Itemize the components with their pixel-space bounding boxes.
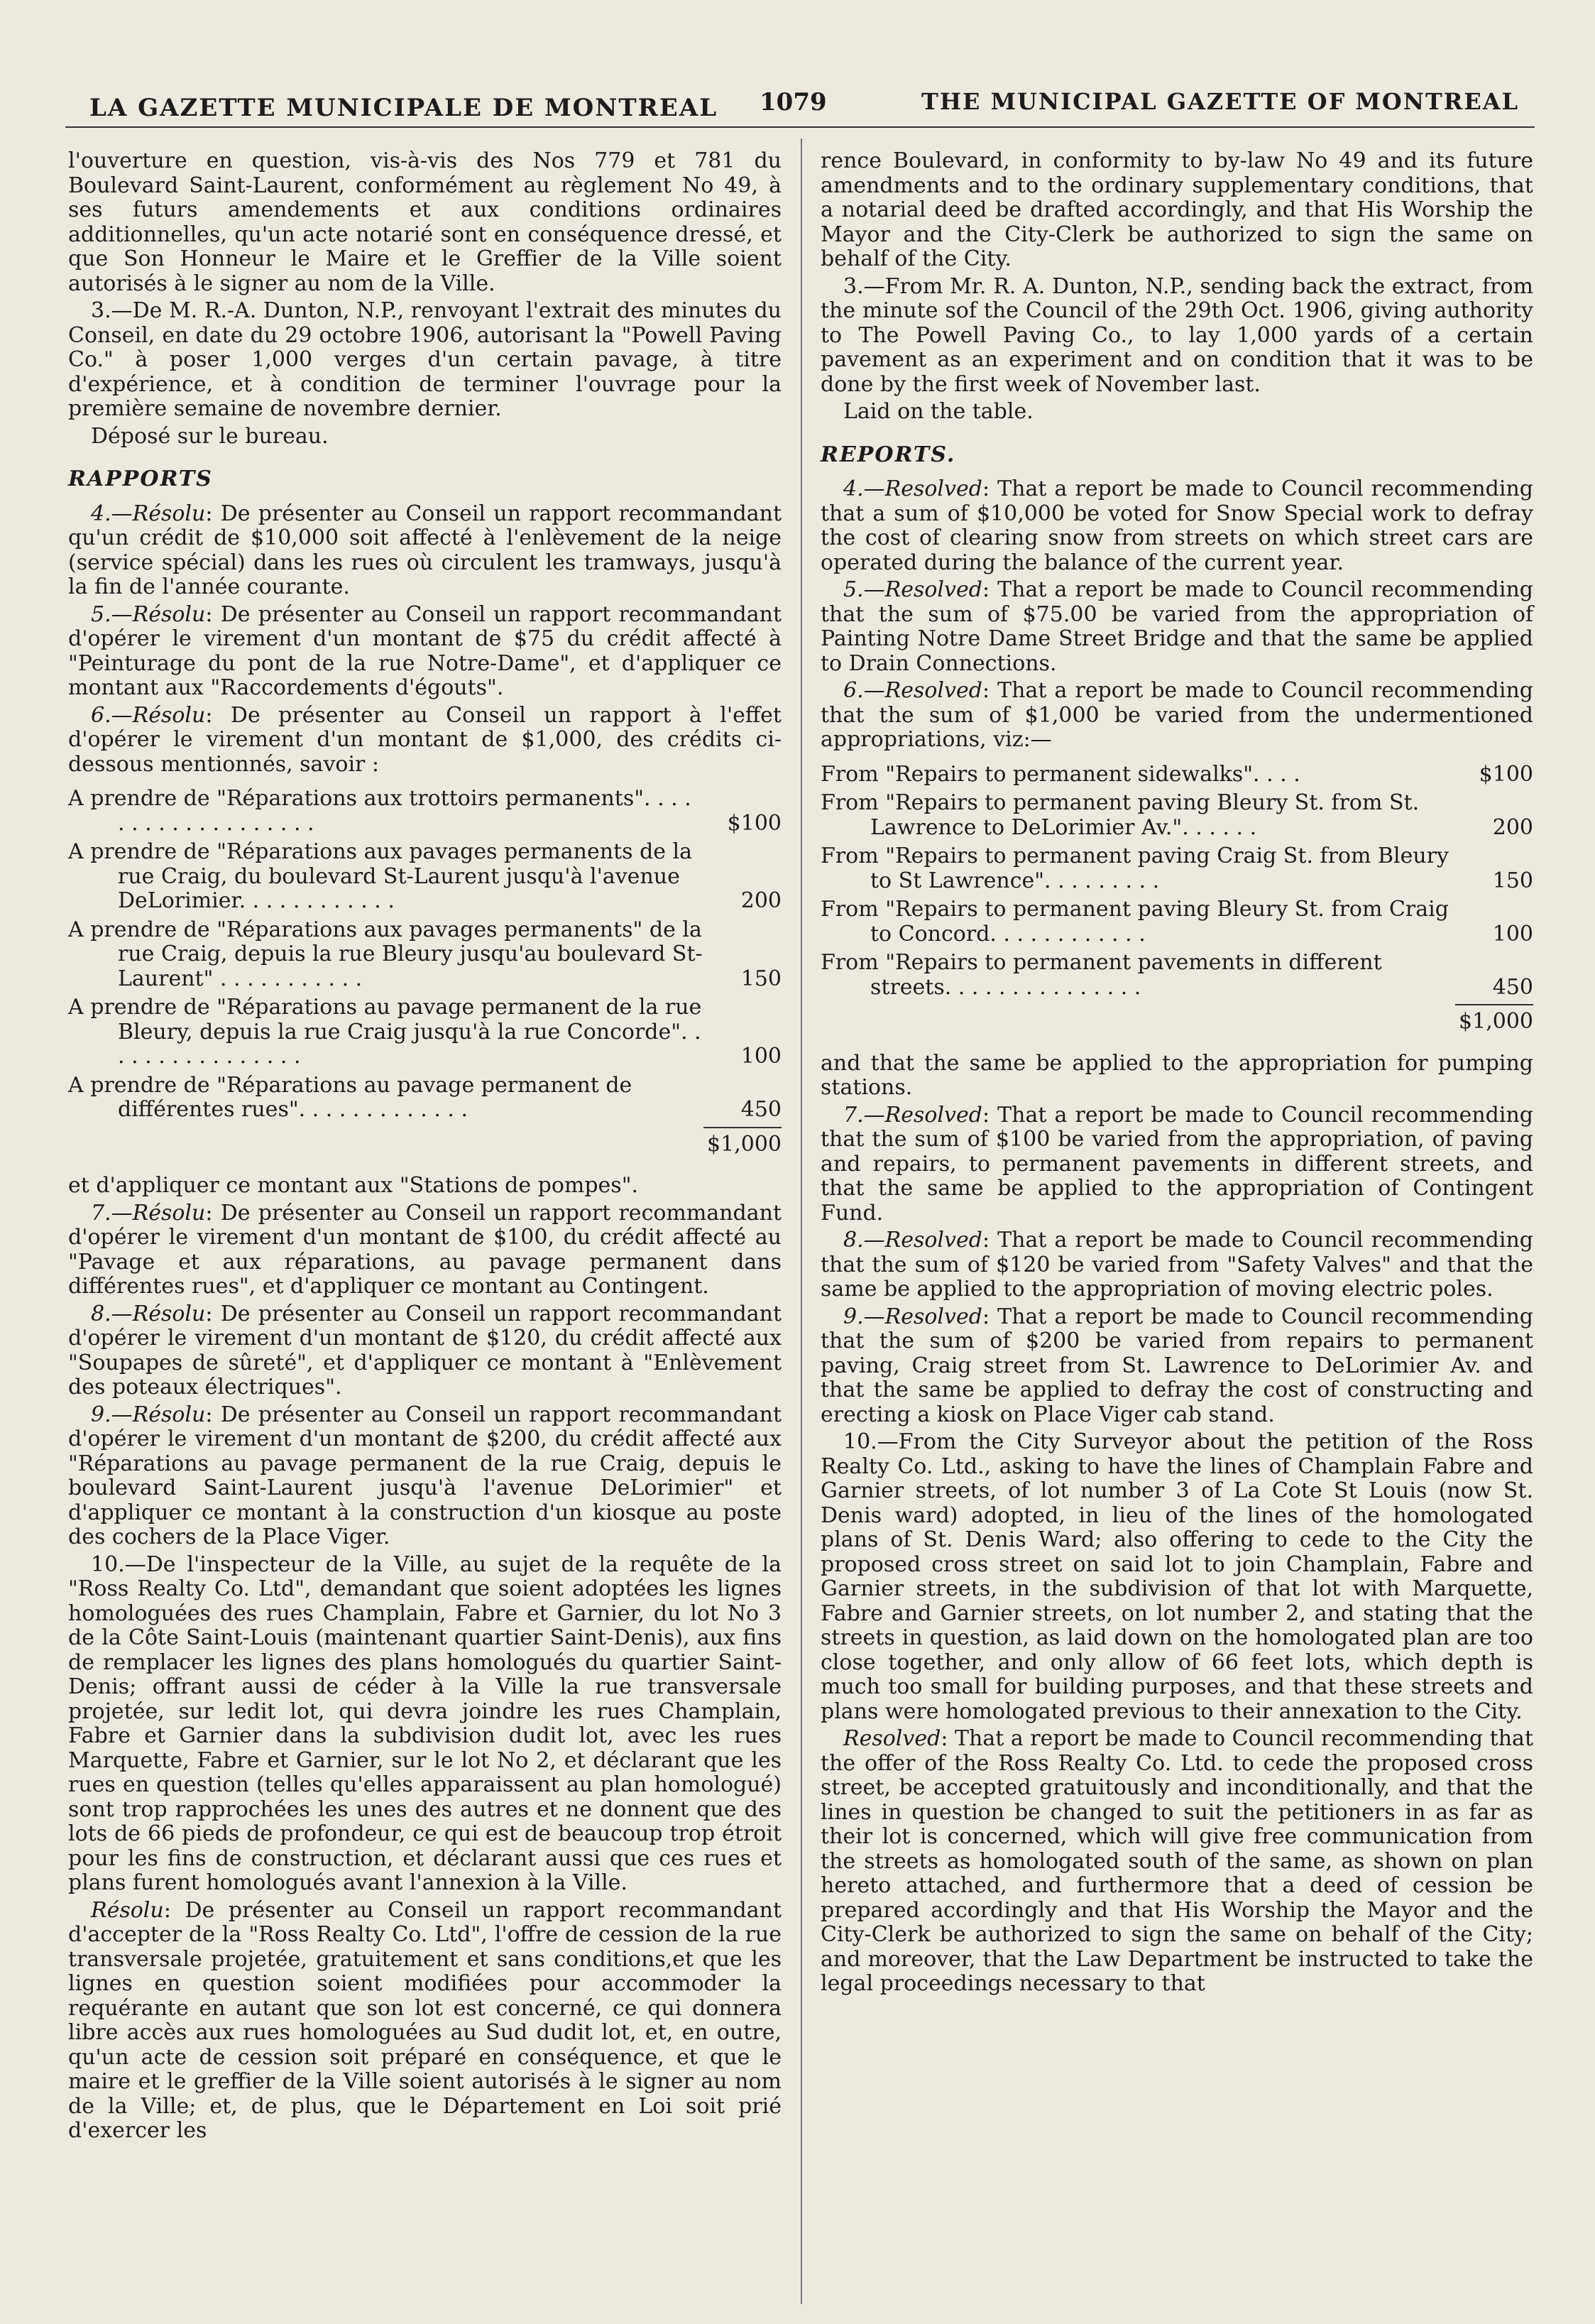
table-desc: A prendre de "Réparations aux pavages permanents de la rue Craig, du boulevard St-Laurent jusqu'à l'avenue DeLorimier. . . . . . . . . . . .: [68, 839, 693, 913]
resolution-label: 5.—Resolved: [843, 577, 982, 602]
resolution-4: [68, 502, 782, 600]
resolution-final: [821, 1727, 1533, 1997]
resolution-label: 4.—Résolu: [91, 501, 206, 526]
resolution-text: : That a report be made to Council recommending that the sum of $100 be varied from the appropriation, of paving and repairs, to permanent pavements in different streets, and that the same be applied to the appropriation of Contingent Fund.: [821, 1102, 1533, 1226]
table-row: [821, 951, 1533, 1000]
resolution-text: : That a report be made to Council recommending that a sum of $10,000 be voted for Snow Special work to defray the cost of clearing snow from streets on which street cars are operated during the balance of the current year.: [821, 476, 1533, 575]
resolution-label: 9.—Résolu: [91, 1402, 206, 1427]
paragraph: l'ouverture en question, vis-à-vis des Nos 779 et 781 du Boulevard Saint-Laurent, conformément au règlement No 49, à ses futurs amendements et aux conditions ordinaires additionnelles, qu'un acte notarié sont en conséquence dressé, et que Son Honneur le Maire et le Greffier de la Ville soient autorisés à le signer au nom de la Ville.: [68, 148, 782, 296]
appropriation-table: [68, 787, 782, 1123]
table-row: [68, 1074, 782, 1123]
english-column: [821, 149, 1533, 2000]
table-amount: $100: [1479, 761, 1533, 787]
resolution-text: : De présenter au Conseil un rapport recommandant d'opérer le virement d'un montant de $120, du crédit affecté aux "Soupapes de sûreté", et d'appliquer ce montant à "Enlèvement des poteaux électriques".: [68, 1301, 782, 1400]
table-desc: A prendre de "Réparations au pavage permanent de la rue Bleury, depuis la rue Craig jusqu'à la rue Concorde". . . . . . . . . . . . . . . .: [68, 995, 702, 1069]
table-amount: 150: [1492, 868, 1533, 893]
resolution-7: [821, 1103, 1533, 1226]
page-number: 1079: [760, 88, 827, 116]
table-amount: 150: [740, 966, 782, 991]
table-row: [821, 791, 1533, 840]
total-amount: $1,000: [703, 1127, 782, 1157]
table-desc: From "Repairs to permanent pavements in different streets. . . . . . . . . . . . . . .: [821, 950, 1382, 1000]
resolution-label: 7.—Résolu: [91, 1200, 206, 1226]
resolution-6: [821, 679, 1533, 753]
table-amount: 200: [740, 888, 782, 913]
header-rule: [65, 126, 1535, 128]
resolution-7: [68, 1201, 782, 1299]
resolution-text: : De présenter au Conseil un rapport recommandant d'accepter de la "Ross Realty Co. Ltd", l'offre de cession de la rue transversale projetée, gratuitement et sans conditions,et que les lignes en question soient modifiées pour accommoder la requérante en autant que son lot est concerné, ce qui donnera libre accès aux rues homologuées au Sud dudit lot, et, en outre, qu'un acte de cession soit préparé en conséquence, et que le maire et le greffier de la Ville soient autorisés à le signer au nom de la Ville; et, de plus, que le Département en Loi soit prié d'exercer les: [68, 1897, 782, 2143]
resolution-6: [68, 704, 782, 778]
resolution-label: 6.—Résolu: [91, 702, 206, 728]
table-amount: 200: [1492, 814, 1533, 840]
total-amount: $1,000: [1455, 1004, 1533, 1035]
appropriation-table: [821, 763, 1533, 1000]
table-amount: 450: [1492, 974, 1533, 1000]
table-row: [68, 918, 782, 992]
resolution-5: [821, 578, 1533, 676]
table-amount: 100: [1492, 921, 1533, 946]
resolution-label: 5.—Résolu: [91, 601, 206, 627]
resolution-4: [821, 477, 1533, 575]
paragraph: 10.—From the City Surveyor about the petition of the Ross Realty Co. Ltd., asking to have the lines of Champlain Fabre and Garnier streets, of lot number 3 of La Cote St Louis (now St. Denis ward) adopted, in lieu of the lines of the homologated plans of St. Denis Ward; also offering to cede to the City the proposed cross street on said lot to join Champlain, Fabre and Garnier streets, in the subdivision of that lot with Marquette, Fabre and Garnier streets, on lot number 2, and stating that the streets in question, as laid down on the homologated plan are too close together, and only allow of 66 feet lots, which depth is much too small for building purposes, and that these streets and plans were homologated previous to their annexation to the City.: [821, 1429, 1533, 1724]
table-row: [821, 763, 1533, 787]
resolution-label: 4.—Resolved: [843, 476, 982, 501]
resolution-8: [821, 1228, 1533, 1302]
resolution-text: : De présenter au Conseil un rapport à l'effet d'opérer le virement d'un montant de $1,000, des crédits ci-dessous mentionnés, savoir :: [68, 702, 782, 777]
paragraph: 3.—From Mr. R. A. Dunton, N.P., sending back the extract, from the minute sof the Council of the 29th Oct. 1906, giving authority to The Powell Paving Co., to lay 1,000 yards of a certain pavement as an experiment and on condition that it was to be done by the first week of November last.: [821, 273, 1533, 397]
resolution-text: : That a report be made to Council recommending that the sum of $200 be varied from repairs to permanent paving, Craig street from St. Lawrence to DeLorimier Av. and that the same be applied to defray the cost of constructing and erecting a kiosk on Place Viger cab stand.: [821, 1304, 1533, 1427]
paragraph: et d'appliquer ce montant aux "Stations de pompes".: [68, 1173, 639, 1198]
paragraph: Laid on the table.: [843, 399, 1034, 424]
resolution-8: [68, 1302, 782, 1400]
resolution-5: [68, 603, 782, 701]
resolution-text: : De présenter au Conseil un rapport recommandant qu'un crédit de $10,000 soit affecté à l'enlèvement de la neige (service spécial) dans les rues où circulent les tramways, jusqu'à la fin de l'année courante.: [68, 501, 782, 599]
table-amount: 450: [740, 1097, 782, 1122]
table-desc: From "Repairs to permanent paving Bleury St. from St. Lawrence to DeLorimier Av.". . . . . .: [821, 790, 1420, 840]
section-heading: RAPPORTS: [68, 467, 213, 491]
resolution-text: : That a report be made to Council recommending that the sum of $75.00 be varied from the appropriation of Painting Notre Dame Street Bridge and that the same be applied to Drain Connections.: [821, 577, 1533, 676]
section-heading: REPORTS.: [821, 442, 956, 467]
resolution-label: Resolved: [843, 1726, 941, 1751]
paragraph: 3.—De M. R.-A. Dunton, N.P., renvoyant l'extrait des minutes du Conseil, en date du 29 octobre 1906, autorisant la "Powell Paving Co." à poser 1,000 verges d'un certain pavage, à titre d'expérience, et à condition de terminer l'ouvrage pour la première semaine de novembre dernier.: [68, 298, 782, 421]
table-desc: A prendre de "Réparations aux trottoirs permanents". . . . . . . . . . . . . . . . . . .: [68, 786, 691, 836]
resolution-label: 6.—Resolved: [843, 678, 982, 703]
table-row: [68, 840, 782, 914]
table-desc: A prendre de "Réparations au pavage permanent de différentes rues". . . . . . . . . . . . .: [68, 1072, 632, 1122]
resolution-final: [68, 1899, 782, 2144]
resolution-label: 8.—Résolu: [91, 1301, 206, 1326]
table-desc: From "Repairs to permanent sidewalks". . . .: [821, 761, 1300, 787]
table-total: [821, 1004, 1533, 1035]
header-english-title: THE MUNICIPAL GAZETTE OF MONTREAL: [921, 88, 1520, 115]
resolution-text: : De présenter au Conseil un rapport recommandant d'opérer le virement d'un montant de $100, du crédit affecté au "Pavage et aux réparations, au pavage permanent dans différentes rues", et d'appliquer ce montant au Contingent.: [68, 1200, 782, 1299]
header-french-title: LA GAZETTE MUNICIPALE DE MONTREAL: [89, 94, 718, 122]
table-row: [821, 898, 1533, 946]
table-desc: A prendre de "Réparations aux pavages permanents" de la rue Craig, depuis la rue Bleury jusqu'au boulevard St-Laurent" . . . . . . . . . . .: [68, 917, 703, 991]
resolution-text: : De présenter au Conseil un rapport recommandant d'opérer le virement d'un montant de $200, du crédit affecté aux "Réparations au pavage permanent de la rue Craig, depuis le boulevard Saint-Laurent jusqu'à l'avenue DeLorimier" et d'appliquer ce montant à la construction d'un kiosque au poste des cochers de la Place Viger.: [68, 1402, 782, 1549]
table-total: [68, 1127, 782, 1157]
resolution-9: [68, 1403, 782, 1550]
paragraph: and that the same be applied to the appropriation for pumping stations.: [821, 1050, 1533, 1100]
table-row: [68, 995, 782, 1069]
column-divider: [801, 138, 802, 2304]
french-column: [68, 149, 782, 2146]
paragraph: rence Boulevard, in conformity to by-law No 49 and its future amendments and to the ordinary supplementary conditions, that a notarial deed be drafted accordingly, and that His Worship the Mayor and the City-Clerk be authorized to sign the same on behalf of the City.: [821, 148, 1533, 271]
resolution-9: [821, 1305, 1533, 1428]
resolution-label: 9.—Resolved: [843, 1304, 982, 1329]
resolution-label: 8.—Resolved: [843, 1228, 982, 1253]
table-amount: $100: [727, 810, 782, 836]
resolution-text: : That a report be made to Council recommending that the sum of $1,000 be varied from the undermentioned appropriations, viz:—: [821, 678, 1533, 752]
table-row: [68, 787, 782, 836]
resolution-label: 7.—Resolved: [843, 1102, 982, 1128]
table-desc: From "Repairs to permanent paving Bleury St. from Craig to Concord. . . . . . . . . . . .: [821, 897, 1449, 946]
resolution-text: : That a report be made to Council recommending that the sum of $120 be varied from "Safety Valves" and that the same be applied to the appropriation of moving electric poles.: [821, 1228, 1533, 1302]
table-desc: From "Repairs to permanent paving Craig St. from Bleury to St Lawrence". . . . . . . . .: [821, 844, 1449, 893]
paragraph: Déposé sur le bureau.: [91, 423, 329, 449]
table-row: [821, 844, 1533, 893]
table-amount: 100: [740, 1044, 782, 1069]
resolution-text: : De présenter au Conseil un rapport recommandant d'opérer le virement d'un montant de $75 du crédit affecté à "Peinturage du pont de la rue Notre-Dame", et d'appliquer ce montant aux "Raccordements d'égouts".: [68, 601, 782, 700]
paragraph: 10.—De l'inspecteur de la Ville, au sujet de la requête de la "Ross Realty Co. Ltd", demandant que soient adoptées les lignes homologuées des rues Champlain, Fabre et Garnier, du lot No 3 de la Côte Saint-Louis (maintenant quartier Saint-Denis), aux fins de remplacer les lignes des plans homologués du quartier Saint-Denis; offrant aussi de céder à la Ville la rue transversale projetée, sur ledit lot, qui devra joindre les rues Champlain, Fabre et Garnier dans la subdivision dudit lot, avec les rues Marquette, Fabre et Garnier, sur le lot No 2, et déclarant que les rues en question (telles qu'elles apparaissent au plan homologué) sont trop rapprochées les unes des autres et ne donnent que des lots de 66 pieds de profondeur, ce qui est de beaucoup trop étroit pour les fins de construction, et déclarant aussi que ces rues et plans furent homologués avant l'annexion à la Ville.: [68, 1551, 782, 1895]
resolution-text: : That a report be made to Council recommending that the offer of the Ross Realty Co. Ltd. to cede the proposed cross street, be accepted gratuitously and inconditionally, and that the lines in question be changed to suit the petitioners in as far as their lot is concerned, which will give free communication from the streets as homologated south of the same, as shown on plan hereto attached, and furthermore that a deed of cession be prepared accordingly and that His Worship the Mayor and the City-Clerk be authorized to sign the same on behalf of the City; and moreover, that the Law Department be instructed to take the legal proceedings necessary to that: [821, 1726, 1533, 1996]
resolution-label: Résolu: [91, 1897, 164, 1923]
